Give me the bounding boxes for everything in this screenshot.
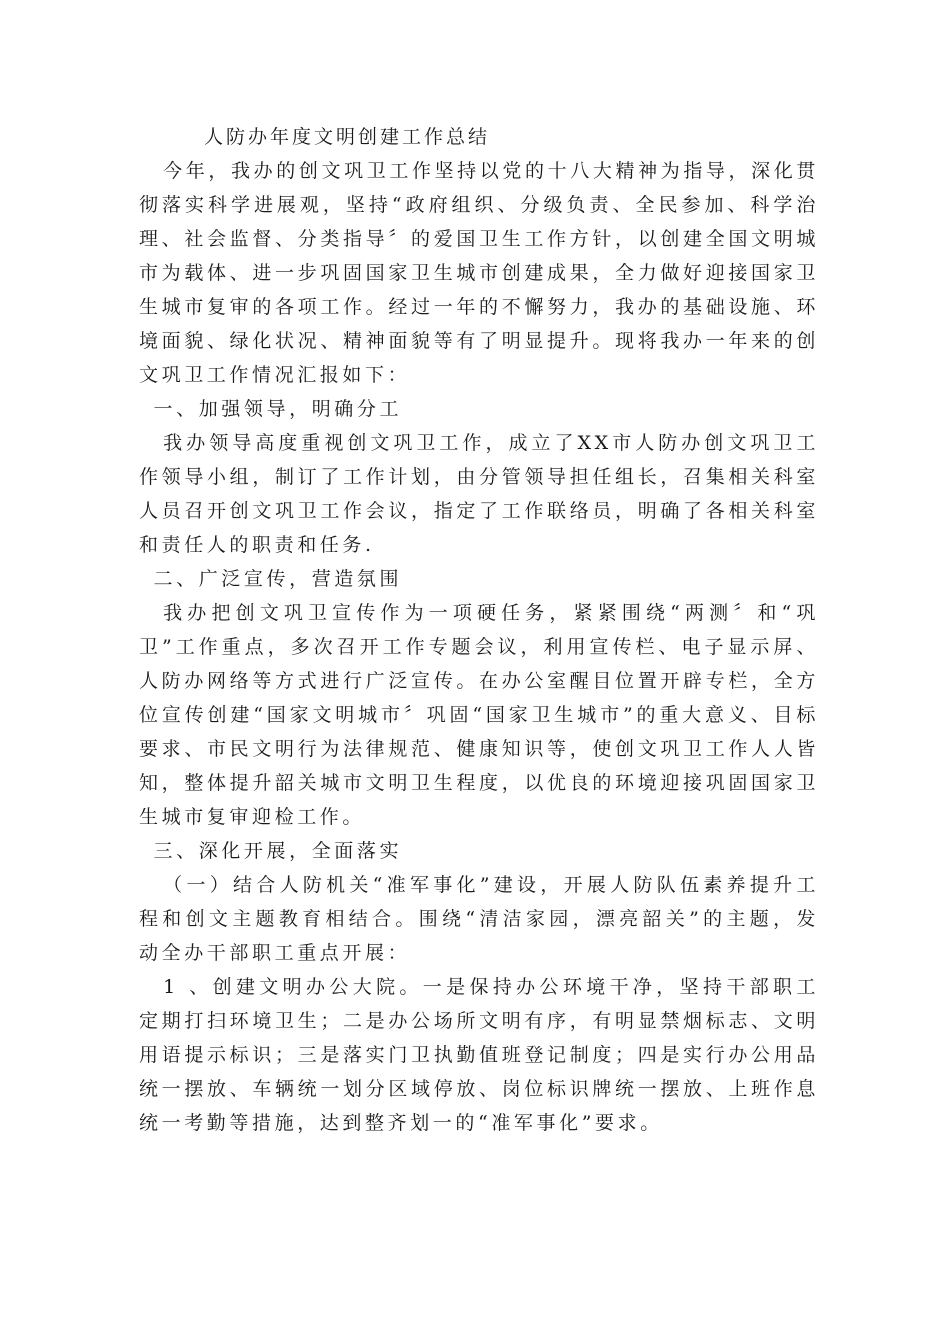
section-1-heading: 一、加强领导，明确分工 xyxy=(153,398,403,420)
section-3-item-1: 1 、创建文明办公大院。一是保持办公环境干净，坚持干部职工定期打扫环境卫生；二是办公场所文明有序，有明显禁烟标志、文明用语提示标识；三是落实门卫执勤值班登记制度；四是实行办公用品统一摆放、车辆统一划分区域停放、岗位标识牌统一摆放、上班作息统一考勤等措施，达到整齐划一的“准军事化”要求。 xyxy=(139,976,819,1134)
section-2-heading: 二、广泛宣传，营造氛围 xyxy=(153,568,403,590)
intro-paragraph: 今年，我办的创文巩卫工作坚持以党的十八大精神为指导，深化贯彻落实科学进展观，坚持“政府组织、分级负责、全民参加、科学治理、社会监督、分类指导〞的爱国卫生工作方针，以创建全国文明城市为载体、进一步巩固国家卫生城市创建成果，全力做好迎接国家卫生城市复审的各项工作。经过一年的不懈努力，我办的基础设施、环境面貌、绿化状况、精神面貌等有了明显提升。现将我办一年来的创文巩卫工作情况汇报如下： xyxy=(139,160,819,386)
section-3-subsection-1: （一）结合人防机关“准军事化”建设，开展人防队伍素养提升工程和创文主题教育相结合。围绕“清洁家园，漂亮韶关”的主题，发动全办干部职工重点开展： xyxy=(139,874,819,964)
document-body xyxy=(139,120,819,1140)
section-3-heading: 三、深化开展，全面落实 xyxy=(153,840,403,862)
document-title: 人防办年度文明创建工作总结 xyxy=(204,126,491,148)
section-1-paragraph: 我办领导高度重视创文巩卫工作，成立了XX市人防办创文巩卫工作领导小组，制订了工作计划，由分管领导担任组长，召集相关科室人员召开创文巩卫工作会议，指定了工作联络员，明确了各相关科室和责任人的职责和任务. xyxy=(139,432,819,556)
section-2-paragraph: 我办把创文巩卫宣传作为一项硬任务，紧紧围绕“两测〞和“巩卫”工作重点，多次召开工作专题会议，利用宣传栏、电子显示屏、人防办网络等方式进行广泛宣传。在办公室醒目位置开辟专栏，全方位宣传创建“国家文明城市〞巩固“国家卫生城市”的重大意义、目标要求、市民文明行为法律规范、健康知识等，使创文巩卫工作人人皆知，整体提升韶关城市文明卫生程度，以优良的环境迎接巩固国家卫生城市复审迎检工作。 xyxy=(139,602,819,828)
